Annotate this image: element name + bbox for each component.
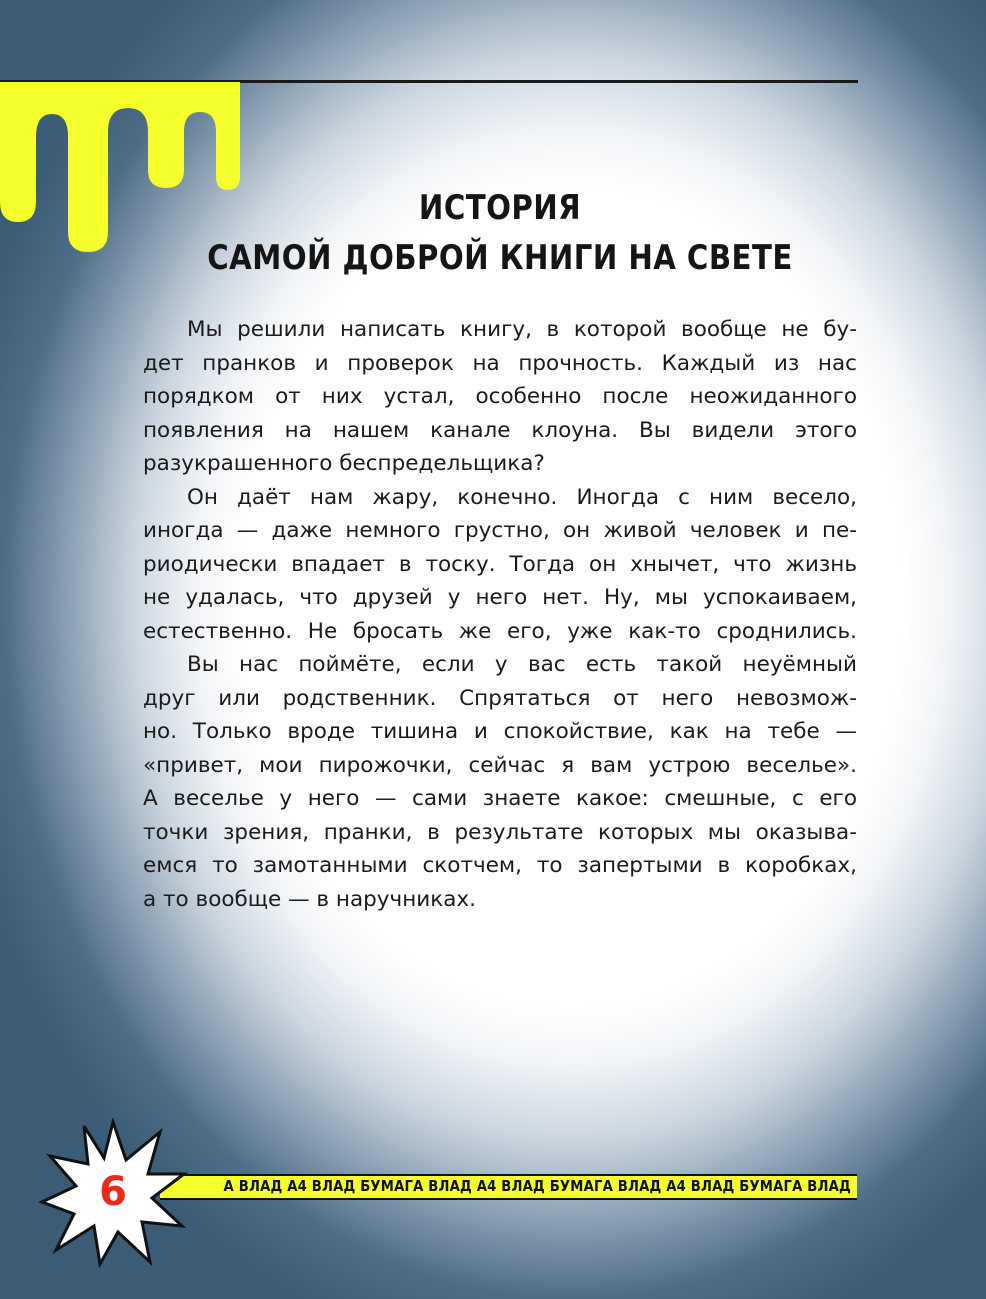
tape-text: А ВЛАД А4 ВЛАД БУМАГА ВЛАД А4 ВЛАД БУМАГА ВЛАД А4 ВЛАД БУМАГА ВЛАД [223,1177,851,1195]
text-line: Вы нас поймёте, если у вас есть такой неуёмный [187,652,857,677]
text-line: порядком от них устал, особенно после неожиданного [143,384,857,409]
text-line: но. Только вроде тишина и спокойствие, как на тебе — [143,719,857,744]
text-line: точки зрения, пранки, в результате которых мы оказыва- [143,819,857,845]
text-line: не удалась, что друзей у него нет. Ну, мы успокаиваем, [143,585,857,610]
text-line: иногда — даже немного грустно, он живой человек и пе- [143,518,857,543]
title-line-2: САМОЙ ДОБРОЙ КНИГИ НА СВЕТЕ [207,238,793,278]
page-number: 6 [99,1169,127,1215]
paragraph-1 [143,313,857,481]
text-line: естественно. Не бросать же его, уже как-то сроднились. [143,618,857,644]
paragraph-2 [143,481,857,649]
text-line: появления на нашем канале клоуна. Вы видели этого [143,417,857,443]
text-line: риодически впадает в тоску. Тогда он хнычет, что жизнь [143,551,857,577]
body-text [143,313,857,916]
text-line: Он даёт нам жару, конечно. Иногда с ним весело, [187,484,857,510]
paragraph-3 [143,648,857,916]
text-line: а то вообще — в наручниках. [143,886,476,912]
text-line: дет пранков и проверок на прочность. Каждый из нас [143,350,857,376]
text-line: емся то замотанными скотчем, то запертыми в коробках, [143,853,857,878]
title-line-1: ИСТОРИЯ [418,188,582,228]
text-line: А веселье у него — сами знаете какое: смешные, с его [143,786,857,811]
text-line: «привет, мои пирожочки, сейчас я вам устрою веселье». [143,752,857,778]
caution-tape-banner [160,1174,857,1200]
text-line: Мы решили написать книгу, в которой вообще не бу- [187,317,857,342]
text-line: друг или родственник. Спрятаться от него невозмож- [143,685,857,711]
text-line: разукрашенного беспредельщика? [143,451,545,476]
